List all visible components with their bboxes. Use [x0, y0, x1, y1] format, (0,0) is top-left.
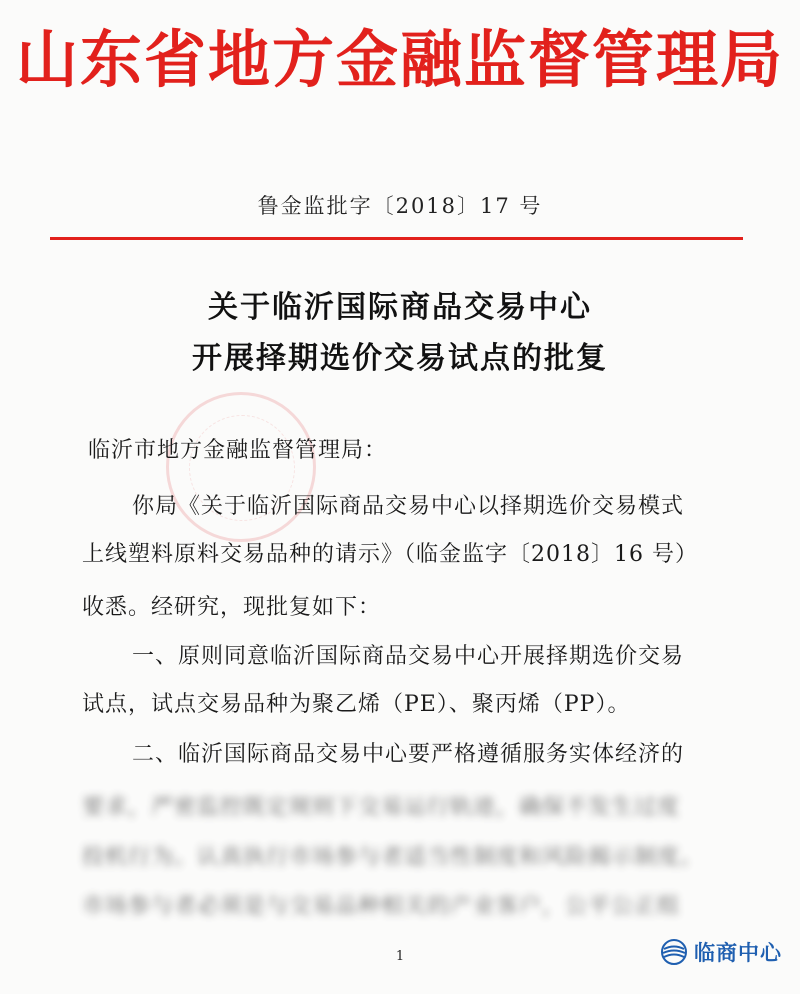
paragraph-3-line-1: 二、临沂国际商品交易中心要严格遵循服务实体经济的 — [132, 742, 685, 767]
salutation: 临沂市地方金融监督管理局： — [88, 438, 388, 463]
document-title-line-1: 关于临沂国际商品交易中心 — [208, 290, 592, 325]
globe-logo-icon — [660, 938, 688, 966]
paragraph-2-line-1: 一、原则同意临沂国际商品交易中心开展择期选价交易 — [132, 644, 685, 669]
document-title-line-2: 开展择期选价交易试点的批复 — [192, 341, 608, 376]
document-number: 鲁金监批字〔2018〕17 号 — [257, 194, 543, 218]
watermark — [660, 937, 782, 967]
red-divider-line — [50, 237, 743, 240]
paragraph-1-line-1: 你局《关于临沂国际商品交易中心以择期选价交易模式 — [132, 494, 685, 519]
blurred-text-line-1: 要求，严密监控既定规则下交易运行轨迹，确保不发生过度 — [82, 795, 681, 820]
watermark-text: 临商中心 — [694, 941, 782, 965]
issuing-authority-header: 山东省地方金融监督管理局 — [15, 23, 784, 96]
paragraph-1-line-3: 收悉。经研究，现批复如下： — [82, 595, 382, 620]
blurred-text-line-3: 市场参与者必须是与交易品种相关的产业客户，公平公正组 — [82, 894, 681, 919]
paragraph-2-line-2: 试点，试点交易品种为聚乙烯（PE）、聚丙烯（PP）。 — [82, 692, 631, 717]
blurred-text-line-2: 投机行为。认真执行市场参与者适当性制度和风险揭示制度。 — [82, 845, 704, 870]
paragraph-1-line-2: 上线塑料原料交易品种的请示》（临金监字〔2018〕16 号） — [82, 542, 698, 567]
page-number: 1 — [395, 949, 405, 964]
